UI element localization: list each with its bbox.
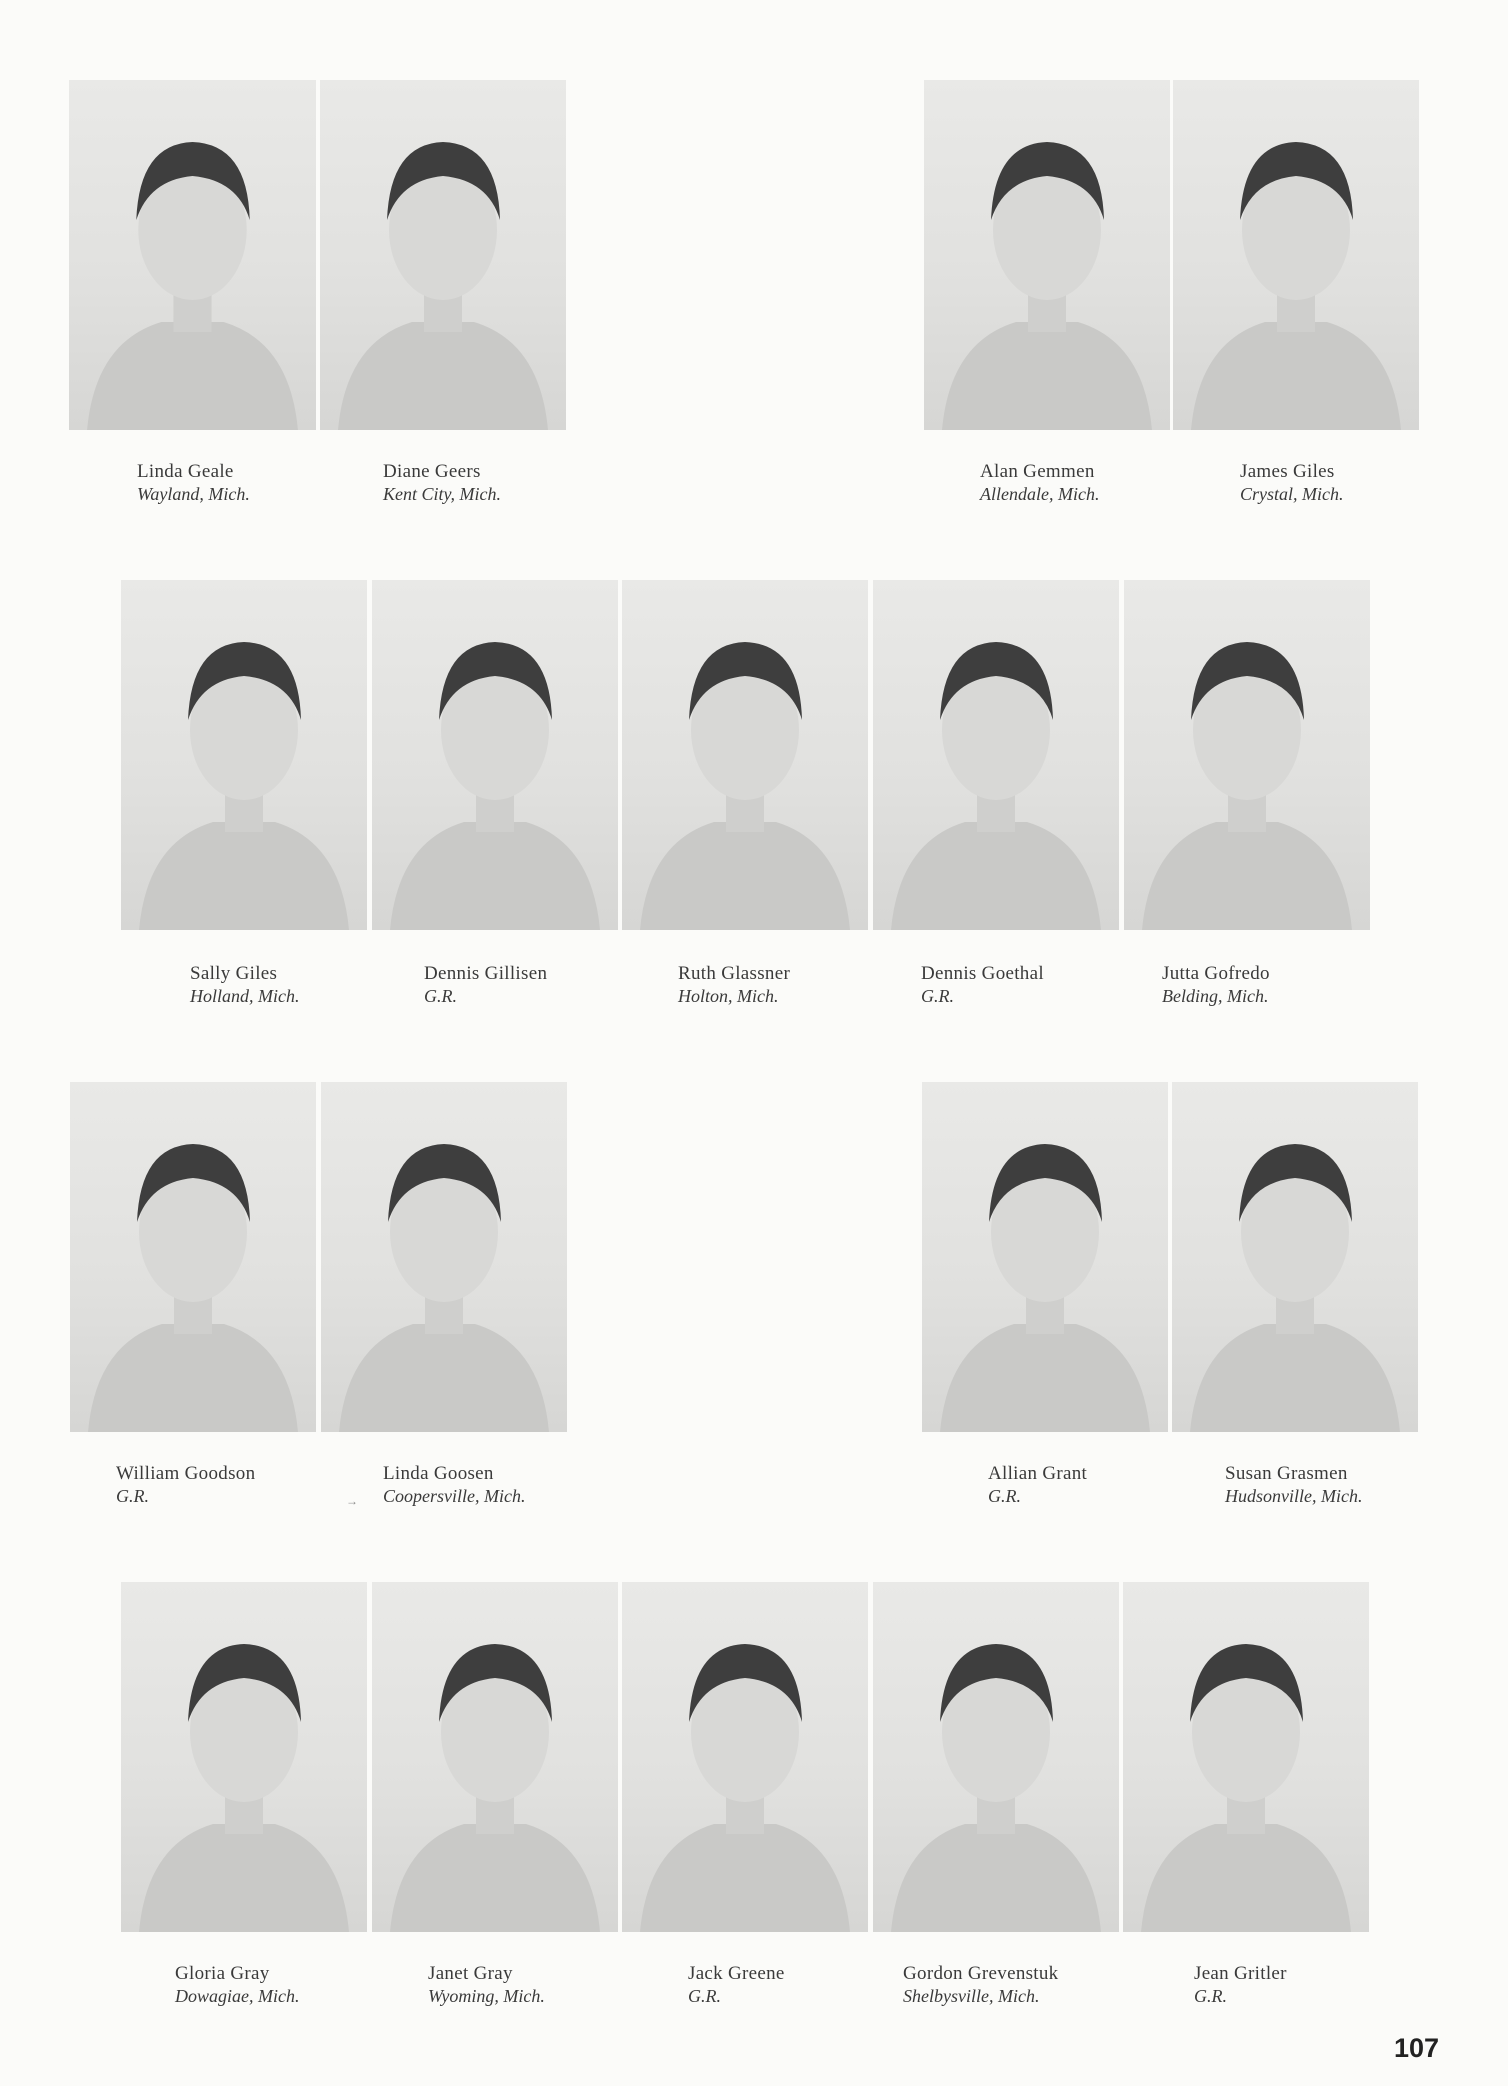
student-hometown: Kent City, Mich. bbox=[383, 484, 501, 504]
student-caption bbox=[688, 1962, 785, 2007]
student-hometown: G.R. bbox=[116, 1486, 149, 1506]
student-name: Jutta Gofredo bbox=[1162, 963, 1270, 984]
portrait-silhouette bbox=[320, 80, 566, 430]
portrait-silhouette bbox=[70, 1082, 316, 1432]
student-portrait bbox=[69, 80, 316, 430]
student-hometown: G.R. bbox=[688, 1986, 721, 2006]
student-caption bbox=[988, 1462, 1087, 1507]
student-portrait bbox=[372, 1582, 618, 1932]
portrait-silhouette bbox=[924, 80, 1170, 430]
student-portrait bbox=[1172, 1082, 1418, 1432]
student-hometown: Shelbysville, Mich. bbox=[903, 1986, 1040, 2006]
student-hometown: Coopersville, Mich. bbox=[383, 1486, 526, 1506]
portrait-silhouette bbox=[121, 580, 367, 930]
student-portrait bbox=[70, 1082, 316, 1432]
portrait-silhouette bbox=[372, 1582, 618, 1932]
student-name: Gloria Gray bbox=[175, 1963, 270, 1984]
student-hometown: Crystal, Mich. bbox=[1240, 484, 1344, 504]
student-caption bbox=[175, 1962, 299, 2007]
student-portrait bbox=[321, 1082, 567, 1432]
student-portrait bbox=[922, 1082, 1168, 1432]
student-portrait bbox=[121, 580, 367, 930]
student-name: Gordon Grevenstuk bbox=[903, 1963, 1059, 1984]
student-hometown: Holton, Mich. bbox=[678, 986, 779, 1006]
student-caption bbox=[428, 1962, 545, 2007]
student-caption bbox=[190, 962, 300, 1007]
student-caption bbox=[424, 962, 547, 1007]
student-portrait bbox=[873, 1582, 1119, 1932]
student-caption bbox=[1225, 1462, 1362, 1507]
portrait-silhouette bbox=[1123, 1582, 1369, 1932]
student-hometown: G.R. bbox=[988, 1486, 1021, 1506]
student-name: Linda Geale bbox=[137, 461, 234, 482]
student-hometown: Belding, Mich. bbox=[1162, 986, 1269, 1006]
student-portrait bbox=[1124, 580, 1370, 930]
student-hometown: Allendale, Mich. bbox=[980, 484, 1100, 504]
student-name: Jean Gritler bbox=[1194, 1963, 1287, 1984]
student-portrait bbox=[372, 580, 618, 930]
student-portrait bbox=[622, 1582, 868, 1932]
portrait-silhouette bbox=[873, 1582, 1119, 1932]
student-caption bbox=[980, 460, 1099, 505]
stray-mark: → bbox=[346, 1494, 358, 1508]
portrait-silhouette bbox=[1124, 580, 1370, 930]
student-hometown: G.R. bbox=[921, 986, 954, 1006]
student-caption bbox=[383, 460, 501, 505]
student-name: Dennis Goethal bbox=[921, 963, 1044, 984]
student-name: Diane Geers bbox=[383, 461, 481, 482]
student-name: Ruth Glassner bbox=[678, 963, 791, 984]
student-name: William Goodson bbox=[116, 1463, 256, 1484]
student-name: Janet Gray bbox=[428, 1963, 513, 1984]
student-caption bbox=[116, 1462, 255, 1507]
student-caption bbox=[1194, 1962, 1287, 2007]
student-name: Allian Grant bbox=[988, 1463, 1088, 1484]
student-caption bbox=[678, 962, 790, 1007]
portrait-silhouette bbox=[873, 580, 1119, 930]
student-name: Jack Greene bbox=[688, 1963, 785, 1984]
portrait-silhouette bbox=[321, 1082, 567, 1432]
student-name: James Giles bbox=[1240, 461, 1335, 482]
student-name: Susan Grasmen bbox=[1225, 1463, 1348, 1484]
student-portrait bbox=[622, 580, 868, 930]
portrait-silhouette bbox=[922, 1082, 1168, 1432]
portrait-silhouette bbox=[372, 580, 618, 930]
student-hometown: Holland, Mich. bbox=[190, 986, 300, 1006]
student-name: Linda Goosen bbox=[383, 1463, 494, 1484]
student-caption bbox=[383, 1462, 525, 1507]
student-caption bbox=[1162, 962, 1270, 1007]
student-caption bbox=[1240, 460, 1344, 505]
student-hometown: G.R. bbox=[1194, 1986, 1227, 2006]
portrait-silhouette bbox=[1173, 80, 1419, 430]
portrait-silhouette bbox=[622, 580, 868, 930]
student-hometown: Hudsonville, Mich. bbox=[1225, 1486, 1363, 1506]
student-hometown: G.R. bbox=[424, 986, 457, 1006]
page-number: 107 bbox=[1394, 2033, 1440, 2063]
student-portrait bbox=[924, 80, 1170, 430]
student-hometown: Dowagiae, Mich. bbox=[175, 1986, 300, 2006]
student-hometown: Wyoming, Mich. bbox=[428, 1986, 545, 2006]
student-name: Alan Gemmen bbox=[980, 461, 1095, 482]
portrait-silhouette bbox=[1172, 1082, 1418, 1432]
portrait-silhouette bbox=[121, 1582, 367, 1932]
student-portrait bbox=[1173, 80, 1419, 430]
student-caption bbox=[903, 1962, 1059, 2007]
student-name: Sally Giles bbox=[190, 963, 278, 984]
student-hometown: Wayland, Mich. bbox=[137, 484, 250, 504]
student-portrait bbox=[121, 1582, 367, 1932]
student-portrait bbox=[320, 80, 566, 430]
student-caption bbox=[921, 962, 1044, 1007]
portrait-silhouette bbox=[622, 1582, 868, 1932]
student-name: Dennis Gillisen bbox=[424, 963, 548, 984]
student-portrait bbox=[1123, 1582, 1369, 1932]
student-caption bbox=[137, 460, 250, 505]
student-portrait bbox=[873, 580, 1119, 930]
portrait-silhouette bbox=[69, 80, 316, 430]
